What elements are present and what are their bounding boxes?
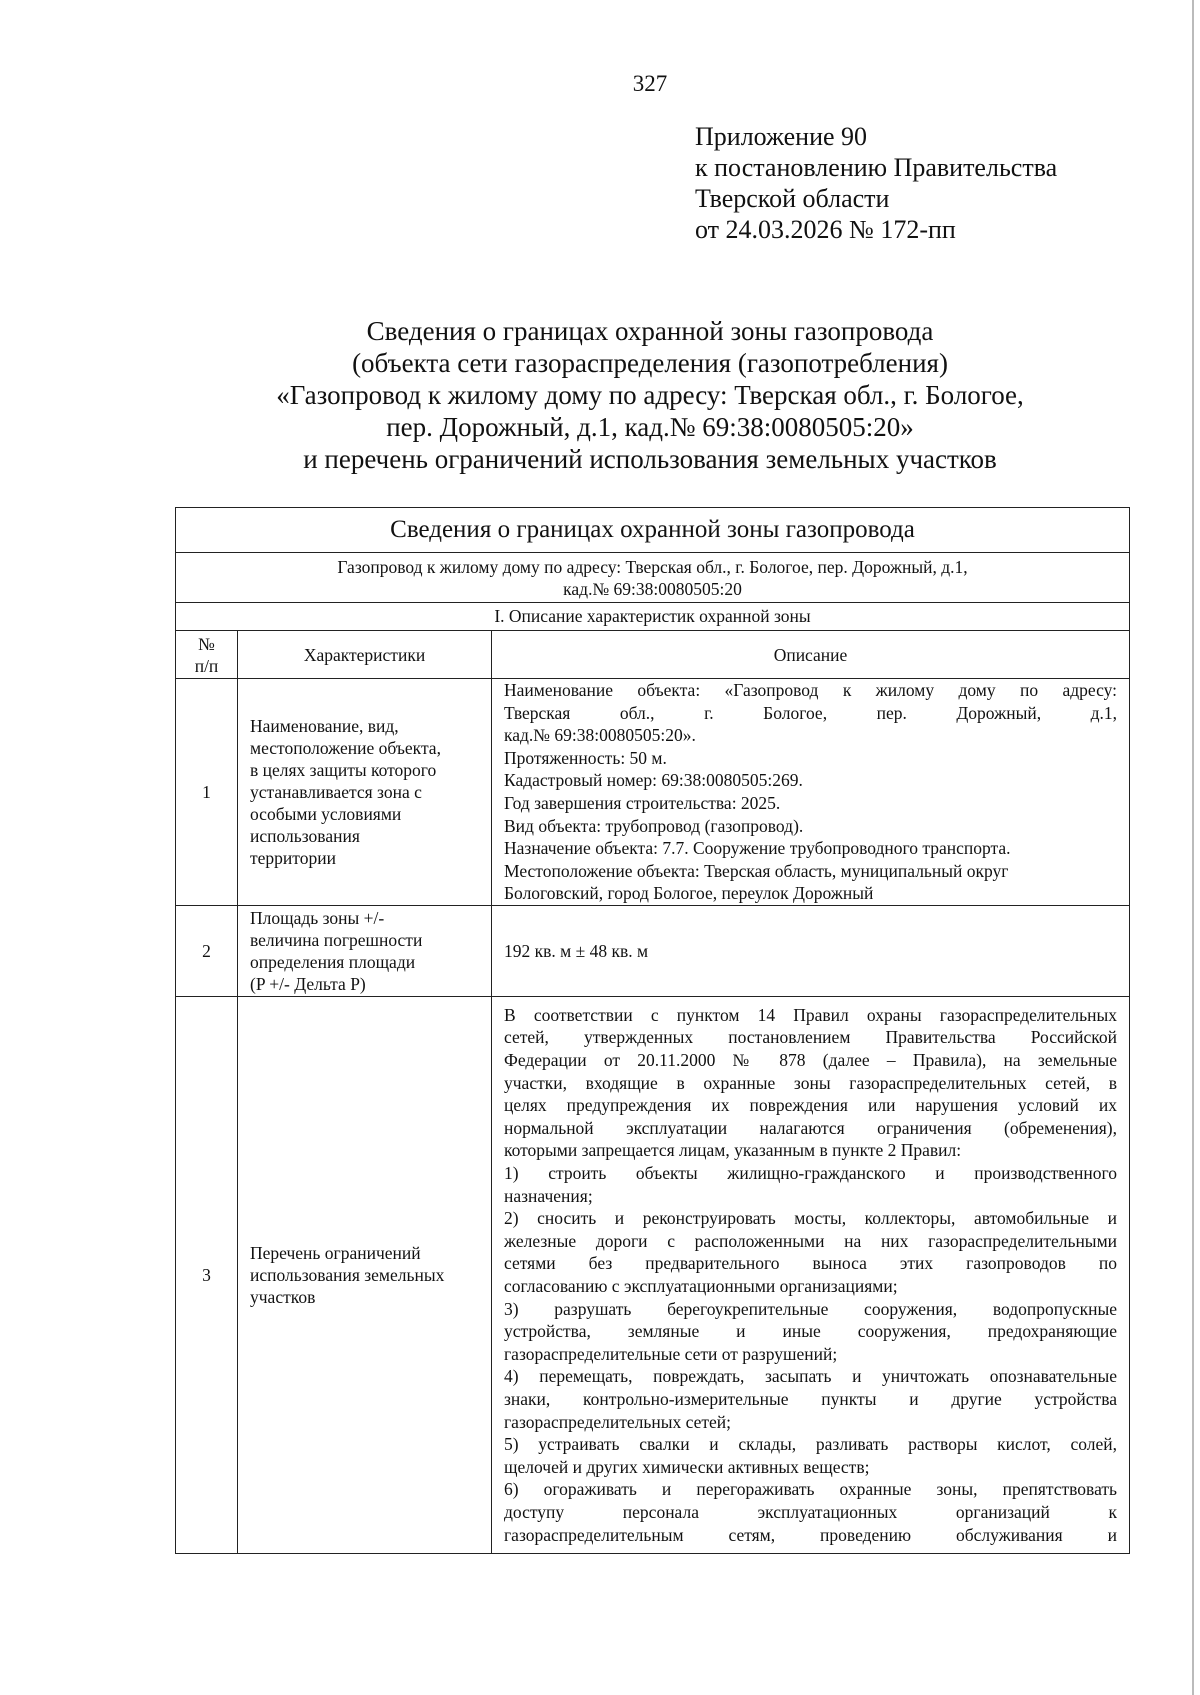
char-line: Перечень ограничений	[250, 1243, 421, 1263]
desc-line: участки, входящие в охранные зоны газораспределительных сетей, в	[504, 1072, 1118, 1093]
desc-line: Назначение объекта: 7.7. Сооружение трубопроводного транспорта.	[504, 838, 1011, 859]
char-line: использования земельных	[250, 1265, 445, 1285]
char-line: территории	[250, 848, 336, 868]
title-line: (объекта сети газораспределения (газопотребления)	[352, 348, 948, 378]
col-header-num-line: п/п	[194, 655, 219, 676]
char-line: устанавливается зона с	[250, 782, 422, 802]
char-line: определения площади	[250, 952, 416, 972]
desc-line: Местоположение объекта: Тверская область, муниципальный округ	[504, 860, 1009, 881]
title-line: Сведения о границах охранной зоны газопровода	[366, 316, 934, 346]
char-line: (P +/- Дельта P)	[250, 974, 366, 994]
table-row	[176, 679, 1130, 906]
desc-line: Протяженность: 50 м.	[504, 747, 667, 768]
object-cell	[176, 553, 1130, 603]
col-header-characteristics: Характеристики	[238, 631, 492, 679]
row-characteristic	[238, 997, 492, 1554]
row-description	[492, 679, 1130, 906]
desc-line: 4) перемещать, повреждать, засыпать и уничтожать опознавательные	[504, 1366, 1118, 1387]
annex-block	[695, 121, 1057, 245]
row-number: 2	[176, 906, 238, 997]
desc-line: целях предупреждения их повреждения или нарушения условий их	[504, 1095, 1118, 1116]
desc-line: доступу персонала эксплуатационных организаций к	[504, 1501, 1118, 1522]
desc-line: устройства, земляные и иные сооружения, предохраняющие	[504, 1321, 1118, 1342]
char-line: величина погрешности	[250, 930, 423, 950]
desc-line: Тверская обл., г. Бологое, пер. Дорожный, д.1,	[504, 702, 1118, 723]
desc-line: 1) строить объекты жилищно-гражданского и производственного	[504, 1163, 1118, 1184]
desc-line: Бологовский, город Бологое, переулок Дорожный	[504, 883, 874, 904]
desc-line: знаки, контрольно-измерительные пункты и другие устройства	[504, 1388, 1118, 1409]
desc-line: 192 кв. м ± 48 кв. м	[504, 940, 649, 961]
page-edge	[1192, 0, 1194, 1695]
row-characteristic	[238, 906, 492, 997]
title-line: «Газопровод к жилому дому по адресу: Тверская обл., г. Бологое,	[276, 380, 1024, 410]
desc-line: В соответствии с пунктом 14 Правил охраны газораспределительных	[504, 1004, 1118, 1025]
row-number: 3	[176, 997, 238, 1554]
row-characteristic	[238, 679, 492, 906]
desc-line: щелочей и других химически активных веществ;	[504, 1456, 870, 1477]
row-number: 1	[176, 679, 238, 906]
char-line: Наименование, вид,	[250, 716, 399, 736]
desc-line: газораспределительным сетям, проведению обслуживания и	[504, 1524, 1118, 1545]
page-number: 327	[632, 71, 668, 96]
desc-line: Наименование объекта: «Газопровод к жилому дому по адресу:	[504, 680, 1118, 701]
col-header-num-line: №	[198, 633, 215, 654]
title-line: пер. Дорожный, д.1, кад.№ 69:38:0080505:20»	[386, 412, 914, 442]
table-row	[176, 906, 1130, 997]
desc-line: согласованию с эксплуатационными организациями;	[504, 1276, 898, 1296]
desc-line: железные дороги с расположенными на них газораспределительными	[504, 1230, 1118, 1251]
object-line: Газопровод к жилому дому по адресу: Тверская обл., г. Бологое, пер. Дорожный, д.1,	[337, 556, 968, 577]
desc-line: Год завершения строительства: 2025.	[504, 793, 781, 813]
table-header: Сведения о границах охранной зоны газопровода	[176, 508, 1130, 553]
object-line: кад.№ 69:38:0080505:20	[563, 578, 742, 599]
desc-line: сетями без предварительного выноса этих газопроводов по	[504, 1253, 1118, 1274]
desc-line: Кадастровый номер: 69:38:0080505:269.	[504, 770, 803, 791]
row-description	[492, 997, 1130, 1554]
desc-line: газораспределительные сети от разрушений;	[504, 1343, 838, 1364]
char-line: особыми условиями	[250, 804, 402, 824]
char-line: участков	[250, 1287, 316, 1307]
row-description	[492, 906, 1130, 997]
desc-line: кад.№ 69:38:0080505:20».	[504, 725, 696, 746]
desc-line: которыми запрещается лицам, указанным в пункте 2 Правил:	[504, 1140, 962, 1161]
desc-line: сетей, утвержденных постановлением Правительства Российской	[504, 1027, 1118, 1048]
desc-line: 3) разрушать берегоукрепительные сооружения, водопропускные	[504, 1298, 1118, 1319]
desc-line: нормальной эксплуатации налагаются ограничения (обременения),	[504, 1117, 1118, 1138]
section-heading: I. Описание характеристик охранной зоны	[176, 603, 1130, 631]
char-line: Площадь зоны +/-	[250, 908, 385, 928]
desc-line: 5) устраивать свалки и склады, разливать растворы кислот, солей,	[504, 1434, 1118, 1455]
desc-line: Вид объекта: трубопровод (газопровод).	[504, 815, 804, 836]
desc-line: назначения;	[504, 1185, 593, 1206]
char-line: в целях защиты которого	[250, 760, 437, 780]
annex-line: к постановлению Правительства	[695, 153, 1058, 182]
table-row	[176, 997, 1130, 1554]
char-line: использования	[250, 826, 360, 846]
title-line: и перечень ограничений использования земельных участков	[303, 444, 997, 474]
desc-line: газораспределительных сетей;	[504, 1411, 731, 1432]
desc-line: 2) сносить и реконструировать мосты, коллекторы, автомобильные и	[504, 1208, 1118, 1229]
col-header-num	[176, 631, 238, 679]
desc-line: 6) огораживать и перегораживать охранные зоны, препятствовать	[504, 1479, 1118, 1500]
annex-line: Приложение 90	[695, 122, 868, 151]
col-header-description: Описание	[492, 631, 1130, 679]
annex-line: Тверской области	[695, 184, 890, 213]
annex-line: от 24.03.2026 № 172-пп	[695, 215, 956, 244]
desc-line: Федерации от 20.11.2000 № 878 (далее – Правила), на земельные	[504, 1050, 1118, 1071]
document-title	[0, 315, 1200, 475]
zone-table	[175, 507, 1130, 1554]
char-line: местоположение объекта,	[250, 738, 441, 758]
